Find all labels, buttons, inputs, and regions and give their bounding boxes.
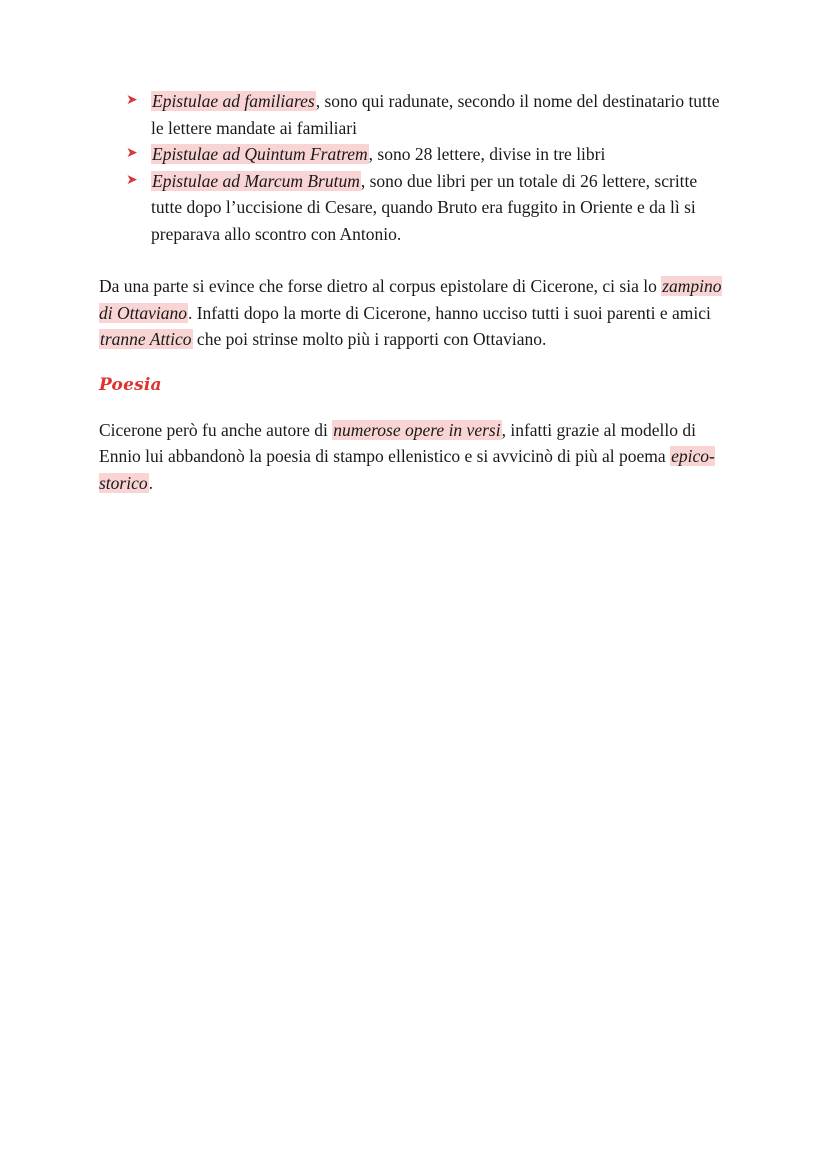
list-item-text: , sono due libri per un totale di 26 lettere, scritte tutte dopo l’uccisione di Cesare, quando Bruto era fuggito in Oriente e da lì si preparava allo scontro con Antonio.: [151, 170, 698, 244]
paragraph-text: Da una parte si evince che forse dietro al corpus epistolare di Cicerone, ci sia lo: [99, 276, 662, 296]
arrow-bullet-icon: ➤: [126, 146, 138, 161]
arrow-bullet-icon: ➤: [126, 172, 138, 188]
list-item-term: Epistulae ad Quintum Fratrem: [152, 144, 368, 164]
spacer: [99, 353, 729, 375]
paragraph-text: .: [148, 472, 153, 493]
list-item-term: Epistulae ad familiares: [152, 91, 315, 111]
list-item-text: , sono 28 lettere, divise in tre libri: [368, 144, 606, 164]
document-body: [99, 88, 729, 496]
spacer: [99, 247, 729, 273]
paragraph-text: Cicerone però fu anche autore di: [99, 419, 333, 440]
highlight-numerose-opere-in-versi: numerose opere in versi: [333, 419, 501, 440]
list-item: [99, 168, 729, 248]
list-item-text: , sono qui radunate, secondo il nome del destinatario tutte le lettere mandate ai familiari: [151, 91, 720, 138]
highlight-zampino-ottaviano: zampino di Ottaviano: [99, 276, 722, 323]
bullet-list: [99, 88, 729, 247]
paragraph-poesia: [99, 417, 729, 497]
section-heading-poesia: Poesia: [99, 374, 162, 395]
list-item-term: Epistulae ad Marcum Brutum: [152, 170, 360, 191]
paragraph-ottaviano: [99, 273, 729, 353]
list-item: [99, 88, 729, 141]
paragraph-text: . Infatti dopo la morte di Cicerone, hanno ucciso tutti i suoi parenti e amici: [187, 302, 711, 323]
arrow-bullet-icon: ➤: [126, 93, 138, 108]
paragraph-text: che poi strinse molto più i rapporti con Ottaviano.: [192, 329, 547, 349]
list-item: [99, 141, 729, 168]
paragraph-text: , infatti grazie al modello di Ennio lui abbandonò la poesia di stampo ellenistico e si avvicinò di più al poema: [99, 419, 696, 466]
highlight-tranne-attico: tranne Attico: [100, 329, 192, 349]
spacer: [99, 395, 729, 417]
highlight-epico-storico: epico-storico: [99, 446, 715, 493]
